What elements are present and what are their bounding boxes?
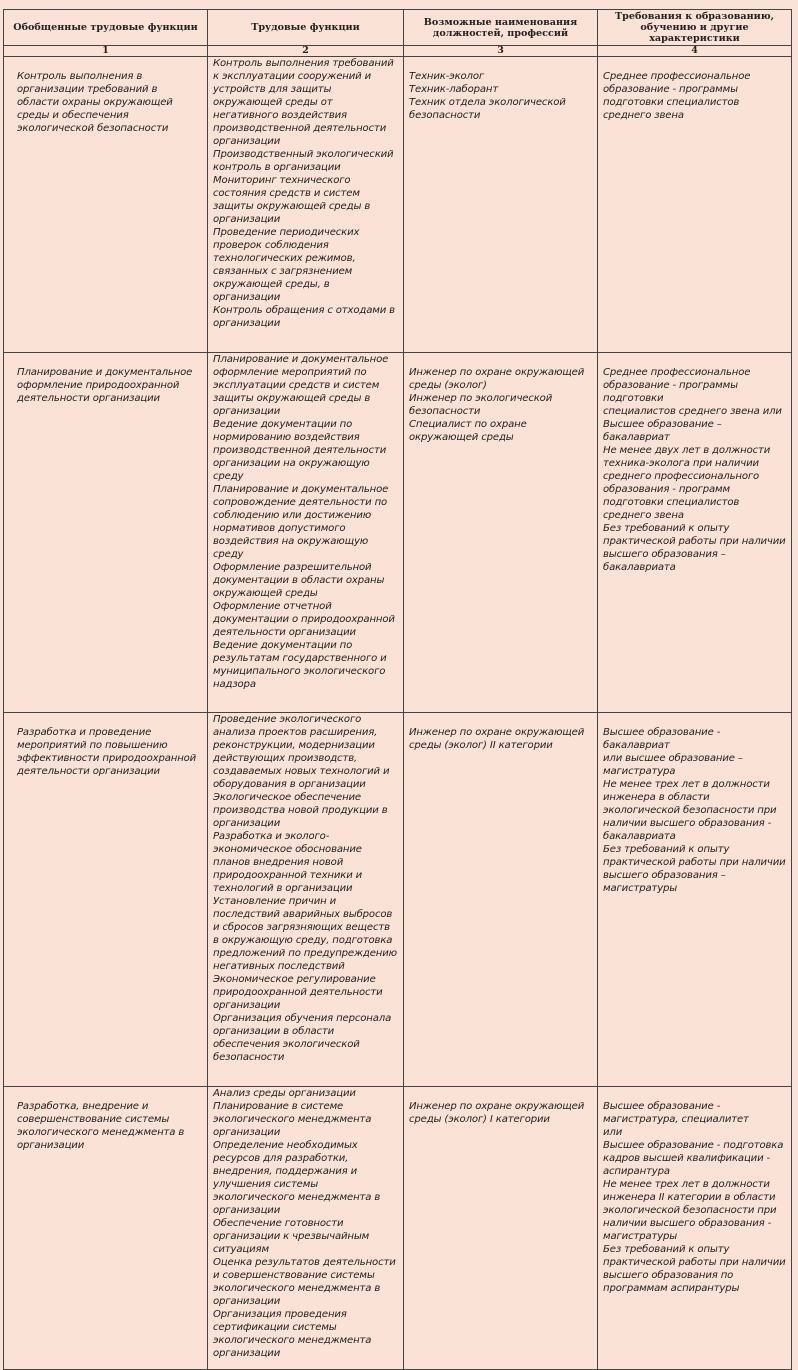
- column-number: 1: [4, 46, 208, 57]
- table-row: [4, 57, 792, 353]
- position-item: Инженер по экологической безопасности: [409, 393, 553, 417]
- labor-function-item: Экономическое регулирование природоохранной деятельности организации: [213, 974, 383, 1011]
- requirement-item: Среднее профессиональное образование - программы подготовки: [603, 367, 751, 404]
- column-number-row: [4, 46, 792, 57]
- requirement-item: Высшее образование – бакалавриат: [603, 419, 722, 443]
- generalized-function-text: Разработка, внедрение и совершенствование системы экологического менеджмента в организации: [17, 1101, 185, 1151]
- requirement-item: Не менее двух лет в должности техника-эколога при наличии среднего профессионального образования - программ подготовки специалистов среднего звена: [603, 445, 771, 521]
- requirement-item: Без требований к опыту практической работы при наличии высшего образования – бакалавриата: [603, 523, 786, 573]
- labor-function-item: Оформление разрешительной документации в области охраны окружающей среды: [213, 562, 385, 599]
- positions-cell: [404, 353, 598, 713]
- labor-functions-cell: [208, 1087, 404, 1370]
- labor-function-item: Планирование и документальное сопровождение деятельности по соблюдению или достижению нормативов допустимого воздействия на окружающую среду: [213, 484, 389, 560]
- labor-function-item: Производственный экологический контроль в организации: [213, 149, 394, 173]
- position-item: Инженер по охране окружающей среды (эколог): [409, 367, 585, 391]
- labor-function-item: Оценка результатов деятельности и совершенствование системы экологического менеджмента в организации: [213, 1257, 396, 1307]
- labor-function-item: Разработка и эколого-экономическое обоснование планов внедрения новой природоохранной техники и технологий в организации: [213, 831, 363, 894]
- labor-function-item: Оформление отчетной документации о природоохранной деятельности организации: [213, 601, 395, 638]
- labor-function-item: Планирование в системе экологического менеджмента организации: [213, 1101, 372, 1138]
- requirement-item: или высшее образование – магистратура: [603, 753, 743, 777]
- requirement-item: Среднее профессиональное образование - программы подготовки специалистов среднего звена: [603, 71, 751, 121]
- requirement-item: специалистов среднего звена или: [603, 406, 782, 417]
- generalized-function-text: Контроль выполнения в организации требований в области охраны окружающей среды и обеспечения экологической безопасности: [17, 71, 173, 134]
- requirement-item: Без требований к опыту практической работы при наличии высшего образования по программам аспирантуры: [603, 1244, 786, 1294]
- generalized-function-cell: [4, 353, 208, 713]
- requirements-cell: [598, 713, 792, 1087]
- requirements-cell: [598, 57, 792, 353]
- position-item: Техник отдела экологической безопасности: [409, 97, 566, 121]
- requirement-item: Высшее образование - подготовка кадров высшей квалификации - аспирантура: [603, 1140, 784, 1177]
- column-number: 3: [404, 46, 598, 57]
- generalized-function-cell: [4, 713, 208, 1087]
- labor-function-item: Проведение периодических проверок соблюдения технологических режимов, связанных с загрязнением окружающей среды, в организации: [213, 227, 360, 303]
- positions-cell: [404, 1087, 598, 1370]
- requirement-item: Не менее трех лет в должности инженера II категории в области экологической безопасности при наличии высшего образования - магистратуры: [603, 1179, 777, 1242]
- column-number: 4: [598, 46, 792, 57]
- position-item: Техник-лаборант: [409, 84, 499, 95]
- labor-functions-cell: [208, 713, 404, 1087]
- labor-function-item: Мониторинг технического состояния средств и систем защиты окружающей среды в организации: [213, 175, 371, 225]
- labor-function-item: Организация проведения сертификации системы экологического менеджмента организации: [213, 1309, 372, 1359]
- header-row: [4, 10, 792, 46]
- labor-function-item: Контроль выполнения требований к эксплуатации сооружений и устройств для защиты окружающей среды от негативного воздействия производственной деятельности организации: [213, 58, 394, 147]
- requirements-cell: [598, 1087, 792, 1370]
- table-row: [4, 1087, 792, 1370]
- column-number: 2: [208, 46, 404, 57]
- labor-function-item: Определение необходимых ресурсов для разработки, внедрения, поддержания и улучшения системы экологического менеджмента в организации: [213, 1140, 381, 1216]
- requirement-item: Без требований к опыту практической работы при наличии высшего образования – магистратуры: [603, 844, 786, 894]
- labor-function-item: Планирование и документальное оформление мероприятий по эксплуатации средств и систем защиты окружающей среды в организации: [213, 354, 389, 417]
- requirement-item: Не менее трех лет в должности инженера в области экологической безопасности при наличии высшего образования - бакалавриата: [603, 779, 777, 842]
- requirement-item: Высшее образование - магистратура, специалитет: [603, 1101, 749, 1125]
- table-row: [4, 713, 792, 1087]
- generalized-function-text: Планирование и документальное оформление природоохранной деятельности организации: [17, 367, 193, 404]
- requirements-cell: [598, 353, 792, 713]
- labor-function-item: Проведение экологического анализа проектов расширения, реконструкции, модернизации действующих производств, создаваемых новых технологий и оборудования в организации: [213, 714, 390, 790]
- labor-function-item: Ведение документации по нормированию воздействия производственной деятельности организации на окружающую среду: [213, 419, 387, 482]
- professional-standard-table: [3, 9, 792, 1370]
- generalized-function-cell: [4, 57, 208, 353]
- header-labor-functions: Трудовые функции: [208, 10, 404, 46]
- labor-function-item: Анализ среды организации: [213, 1088, 356, 1099]
- position-item: Инженер по охране окружающей среды (эколог) II категории: [409, 727, 585, 751]
- labor-function-item: Ведение документации по результатам государственного и муниципального экологического надзора: [213, 640, 387, 690]
- header-positions: Возможные наименования должностей, профессий: [404, 10, 598, 46]
- position-item: Техник-эколог: [409, 71, 485, 82]
- labor-function-item: Экологическое обеспечение производства новой продукции в организации: [213, 792, 388, 829]
- generalized-function-cell: [4, 1087, 208, 1370]
- labor-function-item: Установление причин и последствий аварийных выбросов и сбросов загрязняющих веществ в окружающую среду, подготовка предложений по предупреждению негативных последствий: [213, 896, 398, 972]
- table-row: [4, 353, 792, 713]
- header-generalized-functions: Обобщенные трудовые функции: [4, 10, 208, 46]
- labor-functions-cell: [208, 353, 404, 713]
- requirement-item: или: [603, 1127, 623, 1138]
- labor-function-item: Обеспечение готовности организации к чрезвычайным ситуациям: [213, 1218, 370, 1255]
- position-item: Специалист по охране окружающей среды: [409, 419, 527, 443]
- positions-cell: [404, 57, 598, 353]
- labor-function-item: Контроль обращения с отходами в организации: [213, 305, 395, 329]
- labor-functions-cell: [208, 57, 404, 353]
- positions-cell: [404, 713, 598, 1087]
- requirement-item: Высшее образование - бакалавриат: [603, 727, 721, 751]
- header-requirements: Требования к образованию, обучению и другие характеристики: [598, 10, 792, 46]
- generalized-function-text: Разработка и проведение мероприятий по повышению эффективности природоохранной деятельности организации: [17, 727, 197, 777]
- position-item: Инженер по охране окружающей среды (эколог) I категории: [409, 1101, 585, 1125]
- labor-function-item: Организация обучения персонала организации в области обеспечения экологической безопасности: [213, 1013, 392, 1063]
